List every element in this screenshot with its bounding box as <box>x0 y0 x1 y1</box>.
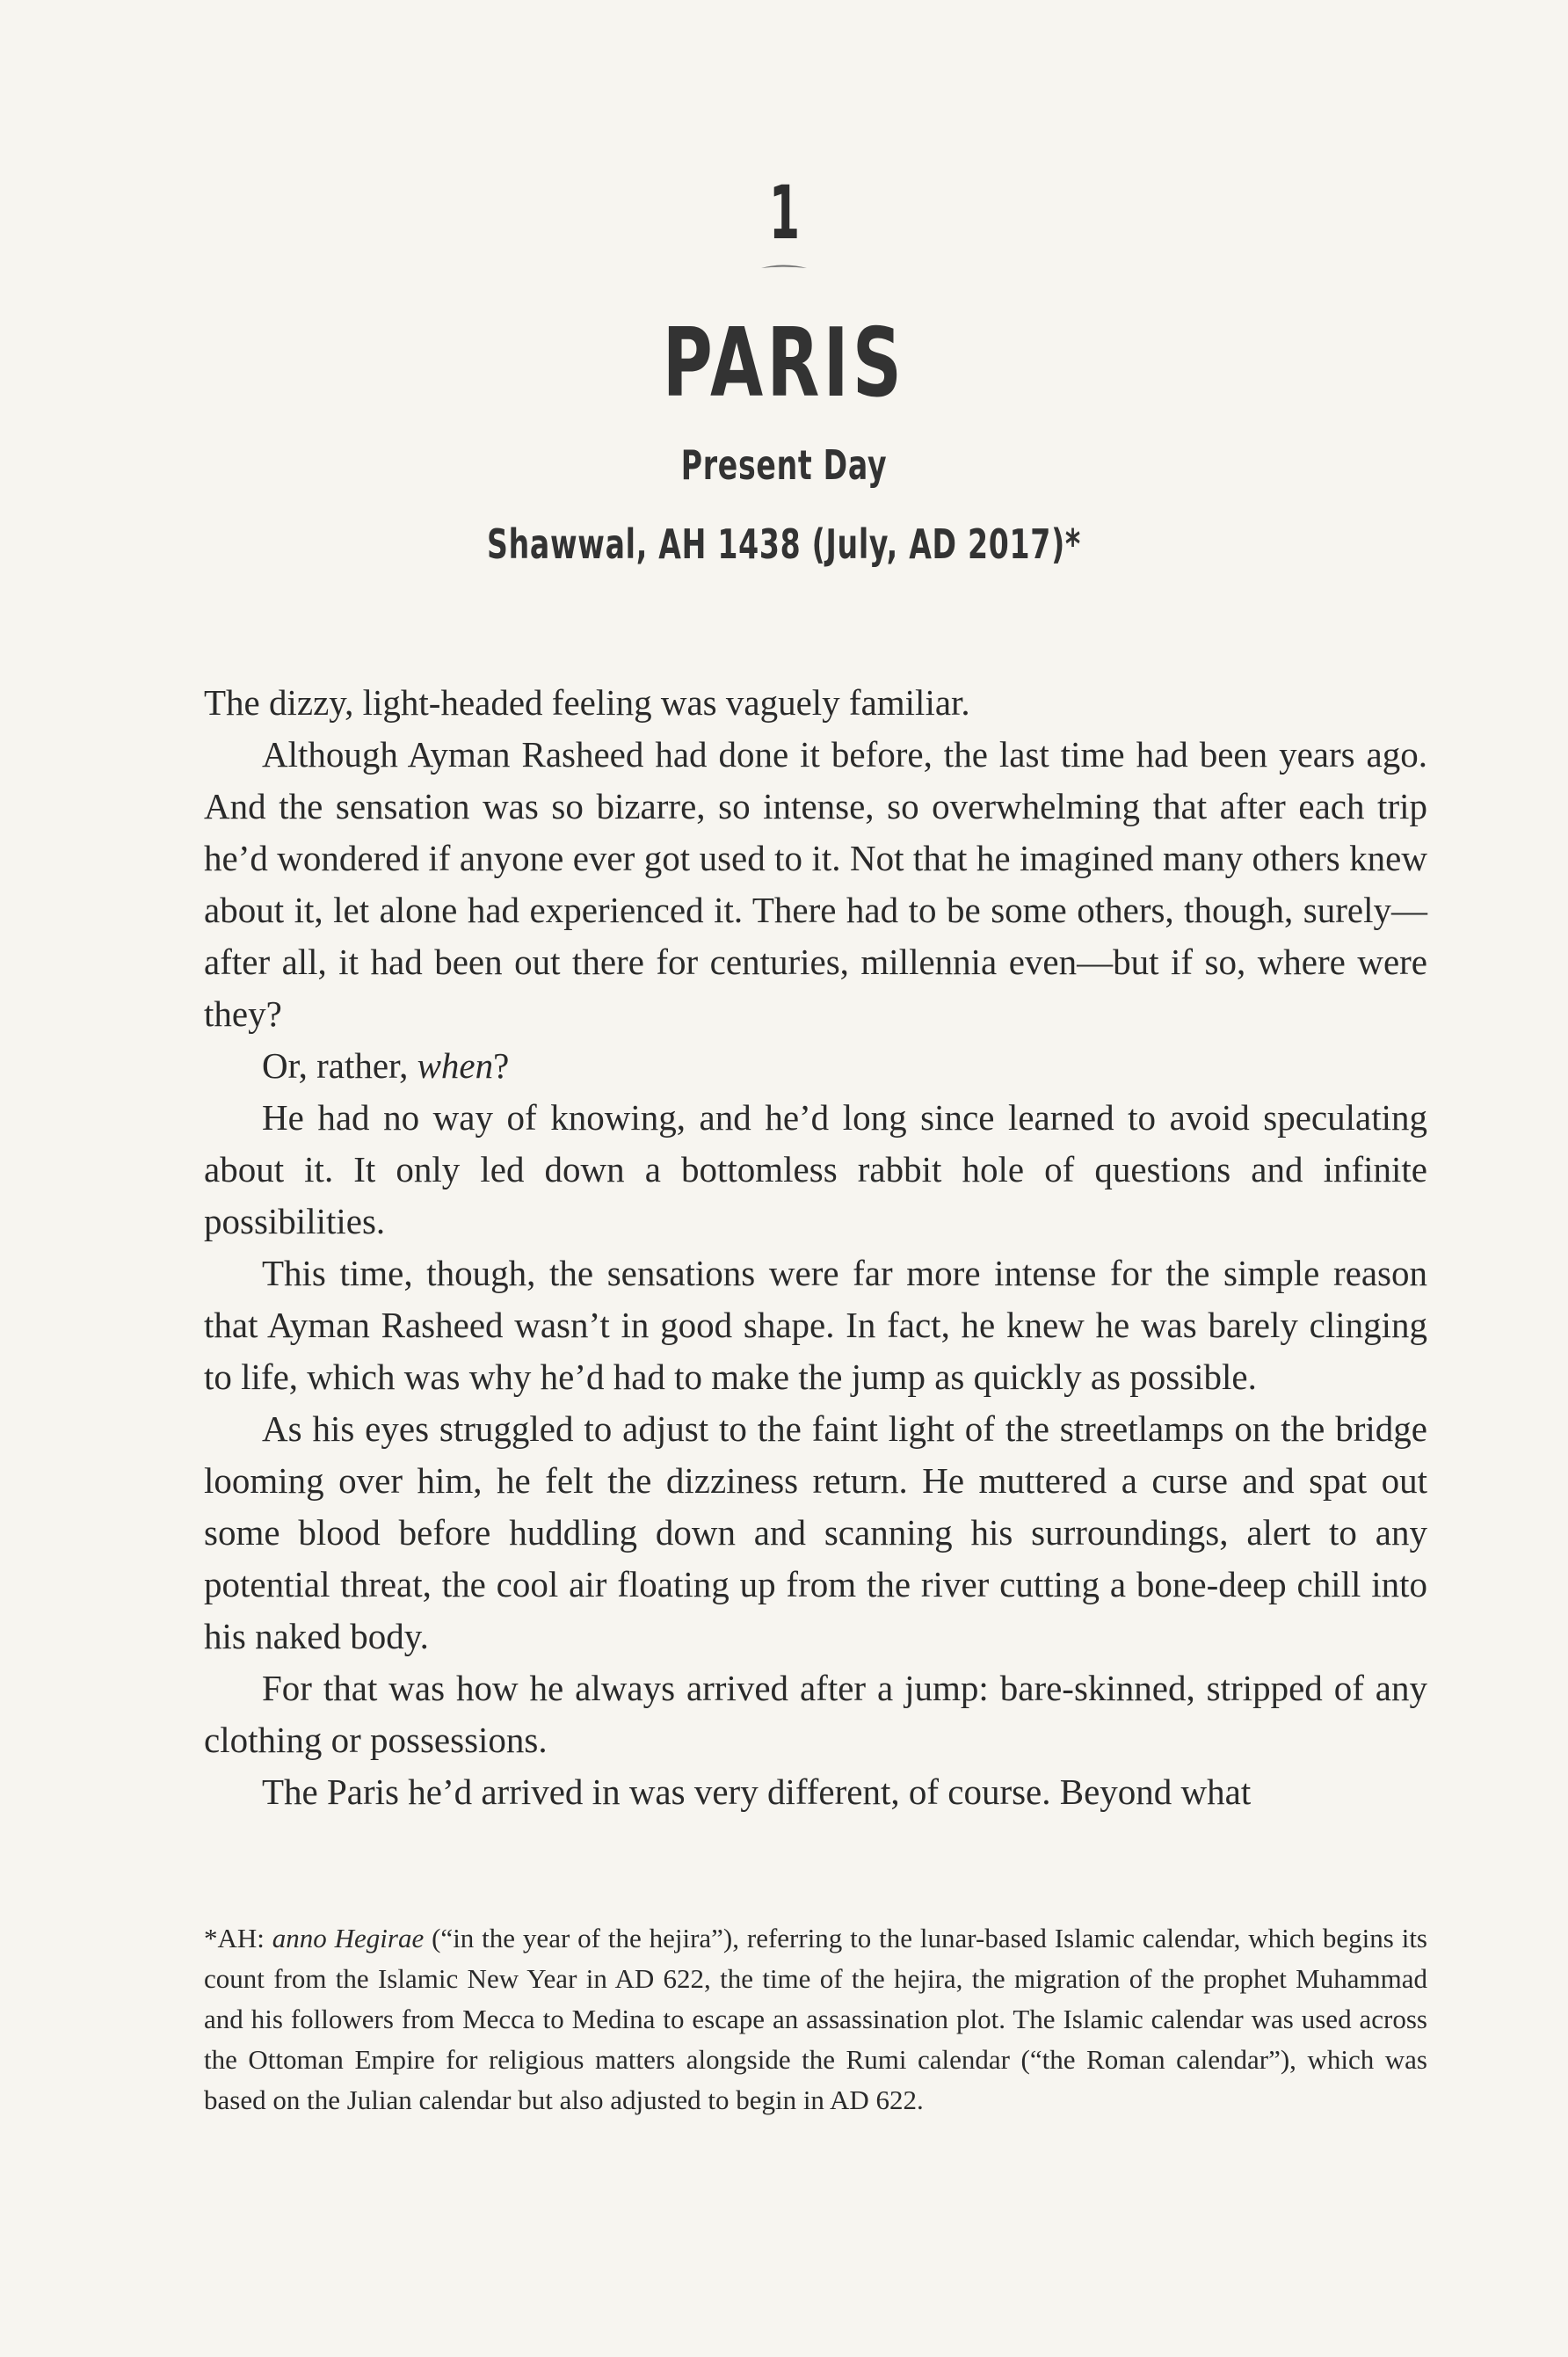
footnote-body: (“in the year of the hejira”), referring to the lunar-based Islamic calendar, which begins its count from the Islamic New Year in AD 622, the time of the hejira, the migration of the prophet Muhammad and his followers from Mecca to Medina to escape an assassination plot. The Islamic calendar was used across the Ottoman Empire for religious matters alongside the Rumi calendar (“the Roman calendar”), which was based on the Julian calendar but also adjusted to begin in AD 622. <box>204 1923 1427 2115</box>
paragraph-4: He had no way of knowing, and he’d long since learned to avoid speculating about it. It only led down a bottomless rabbit hole of questions and infinite possibilities. <box>204 1097 1427 1241</box>
paragraph-6: As his eyes struggled to adjust to the faint light of the streetlamps on the bridge looming over him, he felt the dizziness return. He muttered a curse and spat out some blood before huddling down and scanning his surroundings, alert to any potential threat, the cool air floating up from the river cutting a bone-deep chill into his naked body. <box>204 1408 1427 1656</box>
footnote <box>204 1918 1427 2121</box>
paragraph-5: This time, though, the sensations were far more intense for the simple reason that Ayman Rasheed wasn’t in good shape. In fact, he knew he was barely clinging to life, which was why he’d had to make the jump as quickly as possible. <box>204 1253 1427 1397</box>
chapter-ornament-icon <box>758 260 810 273</box>
footnote-prefix: *AH: <box>204 1923 272 1953</box>
chapter-date-line: Shawwal, AH 1438 (July, AD 2017)* <box>487 520 1081 568</box>
paragraph-8: The Paris he’d arrived in was very different, of course. Beyond what <box>262 1771 1252 1812</box>
paragraph-3-emphasis: when <box>417 1045 494 1086</box>
paragraph-1: The dizzy, light-headed feeling was vaguely familiar. <box>204 682 970 723</box>
footnote-text <box>204 1918 1427 2121</box>
paragraph-3-prefix: Or, rather, <box>262 1045 417 1086</box>
body-text <box>204 677 1427 1818</box>
paragraph-3 <box>204 1040 1427 1092</box>
paragraph-3-suffix: ? <box>493 1045 510 1086</box>
paragraph-2: Although Ayman Rasheed had done it before, the last time had been years ago. And the sensation was so bizarre, so intense, so overwhelming that after each trip he’d wondered if anyone ever got used to it. Not that he imagined many others knew about it, let alone had experienced it. There had to be some others, though, surely—after all, it had been out there for centuries, millennia even—but if so, where were they? <box>204 734 1427 1034</box>
paragraph-7: For that was how he always arrived after a jump: bare-skinned, stripped of any clothing or possessions. <box>204 1668 1427 1760</box>
chapter-number: 1 <box>769 170 799 256</box>
footnote-emphasis: anno Hegirae <box>272 1923 425 1953</box>
chapter-subtitle: Present Day <box>680 441 888 489</box>
chapter-title: PARIS <box>662 309 906 418</box>
